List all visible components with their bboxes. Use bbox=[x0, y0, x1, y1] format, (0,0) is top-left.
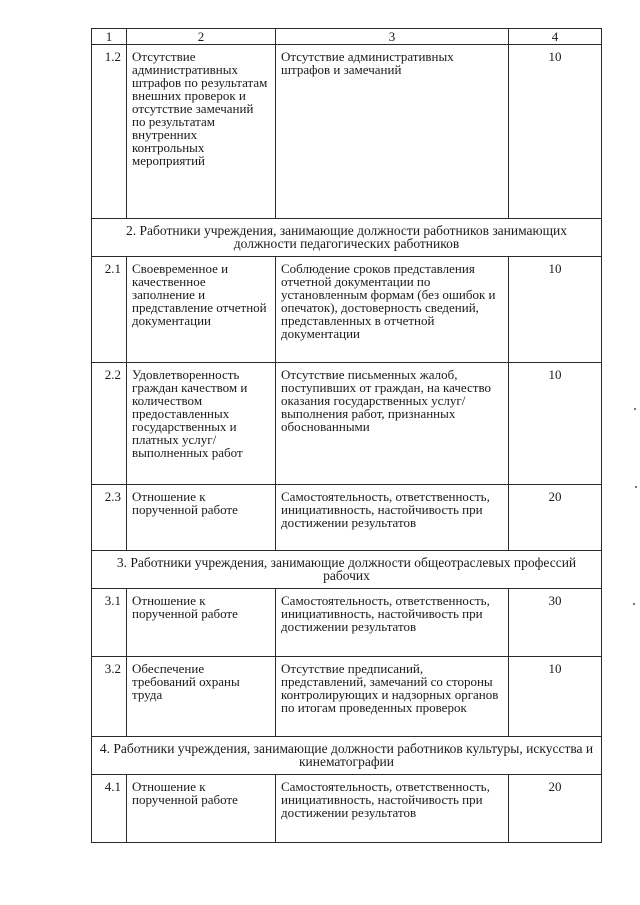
header-col-4: 4 bbox=[509, 29, 602, 45]
indicator-cell: Обеспечение требований охраны труда bbox=[127, 657, 276, 737]
indicator-cell: Своевременное и качественное заполнение и представление отчетной документации bbox=[127, 257, 276, 363]
criterion-cell: Соблюдение сроков представления отчетной документации по установленным формам (без ошибок и опечаток), достоверность сведений, представленных в отчетной документации bbox=[276, 257, 509, 363]
row-number: 3.2 bbox=[92, 657, 127, 737]
criteria-table bbox=[91, 28, 602, 843]
score-cell: 10 bbox=[509, 257, 602, 363]
header-col-1: 1 bbox=[92, 29, 127, 45]
header-col-3: 3 bbox=[276, 29, 509, 45]
indicator-cell: Отношение к порученной работе bbox=[127, 775, 276, 843]
score-cell: 20 bbox=[509, 485, 602, 551]
scan-speck bbox=[634, 408, 636, 410]
criterion-cell: Самостоятельность, ответственность, инициативность, настойчивость при достижении результатов bbox=[276, 485, 509, 551]
table-row bbox=[92, 45, 602, 219]
scan-speck bbox=[635, 486, 637, 488]
indicator-cell: Отсутствие административных штрафов по результатам внешних проверок и отсутствие замечаний по результатам внутренних контрольных мероприятий bbox=[127, 45, 276, 219]
row-number: 2.2 bbox=[92, 363, 127, 485]
table-row bbox=[92, 589, 602, 657]
table-header-row bbox=[92, 29, 602, 45]
score-cell: 10 bbox=[509, 45, 602, 219]
indicator-cell: Отношение к порученной работе bbox=[127, 485, 276, 551]
scan-speck bbox=[633, 603, 635, 605]
score-cell: 20 bbox=[509, 775, 602, 843]
section-heading-row bbox=[92, 219, 602, 257]
section-heading-row bbox=[92, 551, 602, 589]
table-row bbox=[92, 485, 602, 551]
table-row bbox=[92, 363, 602, 485]
section-heading: 2. Работники учреждения, занимающие должности работников занимающих должности педагогических работников bbox=[92, 219, 602, 257]
table-row bbox=[92, 657, 602, 737]
criterion-cell: Отсутствие письменных жалоб, поступивших от граждан, на качество оказания государственных услуг/ выполнения работ, признанных обоснованными bbox=[276, 363, 509, 485]
section-heading-row bbox=[92, 737, 602, 775]
header-col-2: 2 bbox=[127, 29, 276, 45]
row-number: 3.1 bbox=[92, 589, 127, 657]
score-cell: 10 bbox=[509, 363, 602, 485]
criterion-cell: Самостоятельность, ответственность, инициативность, настойчивость при достижении результатов bbox=[276, 775, 509, 843]
score-cell: 30 bbox=[509, 589, 602, 657]
section-heading: 3. Работники учреждения, занимающие должности общеотраслевых профессий рабочих bbox=[92, 551, 602, 589]
section-heading: 4. Работники учреждения, занимающие должности работников культуры, искусства и кинематографии bbox=[92, 737, 602, 775]
row-number: 2.3 bbox=[92, 485, 127, 551]
score-cell: 10 bbox=[509, 657, 602, 737]
row-number: 2.1 bbox=[92, 257, 127, 363]
criterion-cell: Отсутствие предписаний, представлений, замечаний со стороны контролирующих и надзорных органов по итогам проведенных проверок bbox=[276, 657, 509, 737]
criterion-cell: Отсутствие административных штрафов и замечаний bbox=[276, 45, 509, 219]
row-number: 1.2 bbox=[92, 45, 127, 219]
indicator-cell: Отношение к порученной работе bbox=[127, 589, 276, 657]
criterion-cell: Самостоятельность, ответственность, инициативность, настойчивость при достижении результатов bbox=[276, 589, 509, 657]
indicator-cell: Удовлетворенность граждан качеством и количеством предоставленных государственных и платных услуг/выполненных работ bbox=[127, 363, 276, 485]
table-row bbox=[92, 775, 602, 843]
row-number: 4.1 bbox=[92, 775, 127, 843]
table-row bbox=[92, 257, 602, 363]
